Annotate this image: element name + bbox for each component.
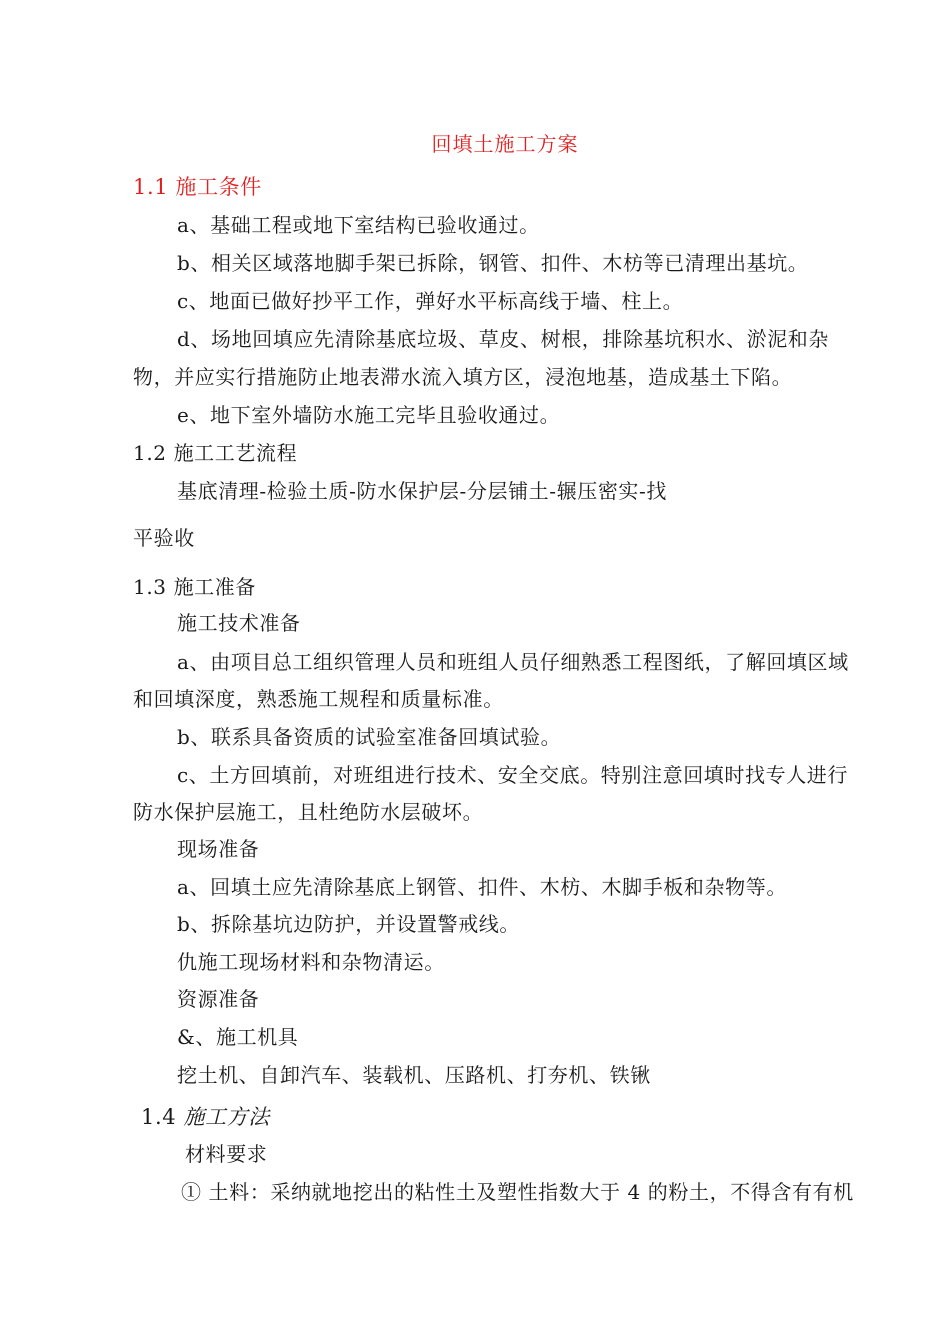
section-number: 1.4 xyxy=(141,1105,177,1129)
paragraph-line: b、相关区域落地脚手架已拆除，钢管、扣件、木枋等已清理出基坑。 xyxy=(177,251,809,275)
flow-line: 基底清理-检验土质-防水保护层-分层铺土-辗压密实-找 xyxy=(177,479,667,503)
section-heading-1-3: 1.3 施工准备 xyxy=(133,575,256,599)
paragraph-line: &、施工机具 xyxy=(177,1025,299,1049)
section-heading-1-2: 1.2 施工工艺流程 xyxy=(133,441,298,465)
paragraph-line: a、基础工程或地下室结构已验收通过。 xyxy=(177,213,540,237)
section-heading-1-4 xyxy=(141,1103,270,1131)
subheading-tech: 施工技术准备 xyxy=(177,611,301,635)
paragraph-line: c、土方回填前，对班组进行技术、安全交底。特别注意回填时找专人进行 xyxy=(177,763,849,787)
document-title: 回填土施工方案 xyxy=(431,132,579,156)
section-title: 施工方法 xyxy=(183,1105,270,1129)
section-heading-1-1: 1.1 施工条件 xyxy=(133,175,262,199)
paragraph-line: 和回填深度，熟悉施工规程和质量标准。 xyxy=(133,687,504,711)
flow-line: 平验收 xyxy=(133,526,195,550)
paragraph-line: a、由项目总工组织管理人员和班组人员仔细熟悉工程图纸，了解回填区域 xyxy=(177,650,849,674)
paragraph-line: a、回填土应先清除基底上钢管、扣件、木枋、木脚手板和杂物等。 xyxy=(177,875,787,899)
paragraph-line: 挖土机、自卸汽车、装载机、压路机、打夯机、铁锹 xyxy=(177,1063,651,1087)
paragraph-line: b、拆除基坑边防护，并设置警戒线。 xyxy=(177,912,521,936)
paragraph-line: b、联系具备资质的试验室准备回填试验。 xyxy=(177,725,562,749)
paragraph-line: ① 土料：采纳就地挖出的粘性土及塑性指数大于 4 的粉土，不得含有有机 xyxy=(181,1180,854,1204)
subheading-resource: 资源准备 xyxy=(177,987,260,1011)
subheading-material: 材料要求 xyxy=(185,1142,268,1166)
paragraph-line: 物，并应实行措施防止地表滞水流入填方区，浸泡地基，造成基土下陷。 xyxy=(133,365,793,389)
paragraph-line: 防水保护层施工，且杜绝防水层破坏。 xyxy=(133,800,484,824)
paragraph-line: 仇施工现场材料和杂物清运。 xyxy=(177,950,445,974)
subheading-site: 现场准备 xyxy=(177,837,260,861)
paragraph-line: c、地面已做好抄平工作，弹好水平标高线于墙、柱上。 xyxy=(177,289,684,313)
paragraph-line: e、地下室外墙防水施工完毕且验收通过。 xyxy=(177,403,561,427)
paragraph-line: d、场地回填应先清除基底垃圾、草皮、树根，排除基坑积水、淤泥和杂 xyxy=(177,327,830,351)
